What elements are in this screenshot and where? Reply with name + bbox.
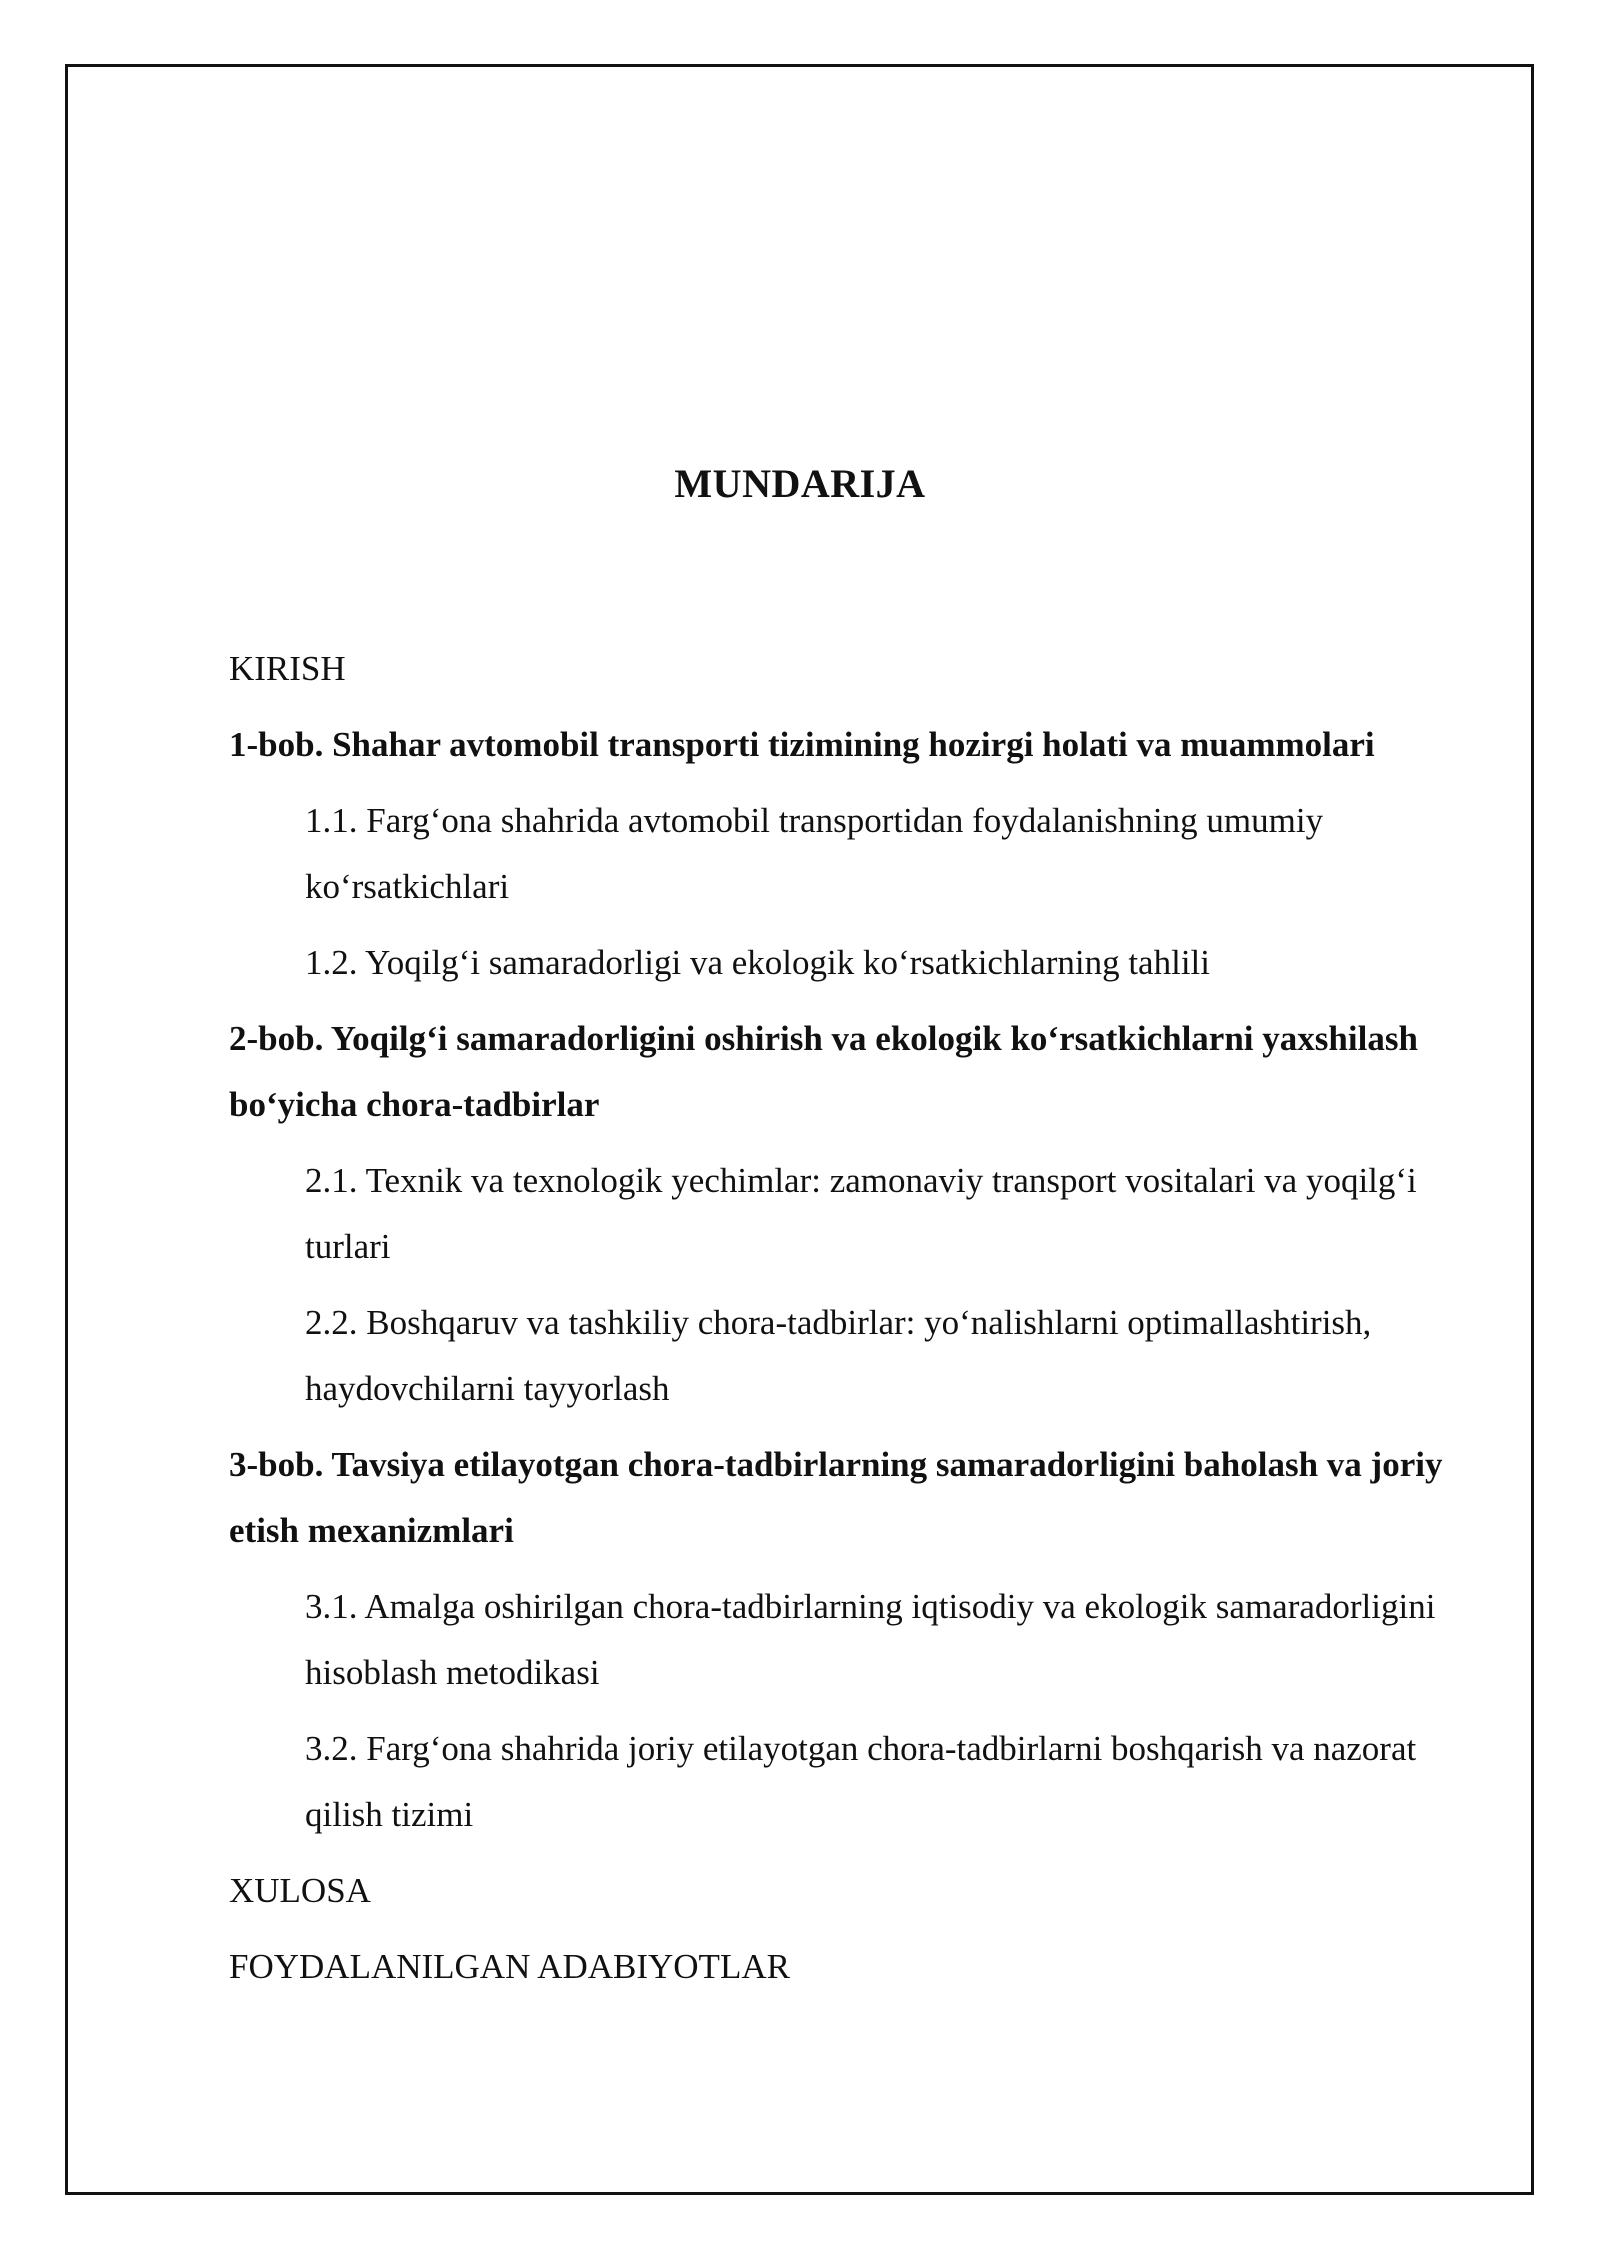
- toc-entry-chapter-1: 1-bob. Shahar avtomobil transporti tizimining hozirgi holati va muammolari: [229, 725, 1375, 764]
- toc-entry-section-1-1: 1.1. Farg‘ona shahrida avtomobil transportidan foydalanishning umumiy ko‘rsatkichlari: [305, 801, 1324, 906]
- toc-entry-references: FOYDALANILGAN ADABIYOTLAR: [229, 1947, 790, 1986]
- page-title: MUNDARIJA: [674, 461, 926, 506]
- toc-entry-section-3-1: 3.1. Amalga oshirilgan chora-tadbirlarning iqtisodiy va ekologik samaradorligini hisoblash metodikasi: [305, 1587, 1436, 1692]
- toc-entry-section-1-2: 1.2. Yoqilg‘i samaradorligi va ekologik ko‘rsatkichlarning tahlili: [305, 943, 1210, 982]
- toc-entry-section-2-2: 2.2. Boshqaruv va tashkiliy chora-tadbirlar: yo‘nalishlarni optimallashtirish, haydovchilarni tayyorlash: [305, 1303, 1372, 1408]
- toc-entry-introduction: KIRISH: [229, 649, 346, 688]
- toc-entry-section-2-1: 2.1. Texnik va texnologik yechimlar: zamonaviy transport vositalari va yoqilg‘i turlari: [305, 1161, 1417, 1266]
- toc-entry-chapter-2: 2-bob. Yoqilg‘i samaradorligini oshirish va ekologik ko‘rsatkichlarni yaxshilash bo‘yicha chora-tadbirlar: [229, 1019, 1418, 1124]
- toc-entry-chapter-3: 3-bob. Tavsiya etilayotgan chora-tadbirlarning samaradorligini baholash va joriy etish mexanizmlari: [229, 1445, 1443, 1550]
- toc-entry-conclusion: XULOSA: [229, 1871, 371, 1910]
- table-of-contents: [229, 636, 1489, 2010]
- toc-entry-section-3-2: 3.2. Farg‘ona shahrida joriy etilayotgan chora-tadbirlarni boshqarish va nazorat qilish tizimi: [305, 1729, 1417, 1834]
